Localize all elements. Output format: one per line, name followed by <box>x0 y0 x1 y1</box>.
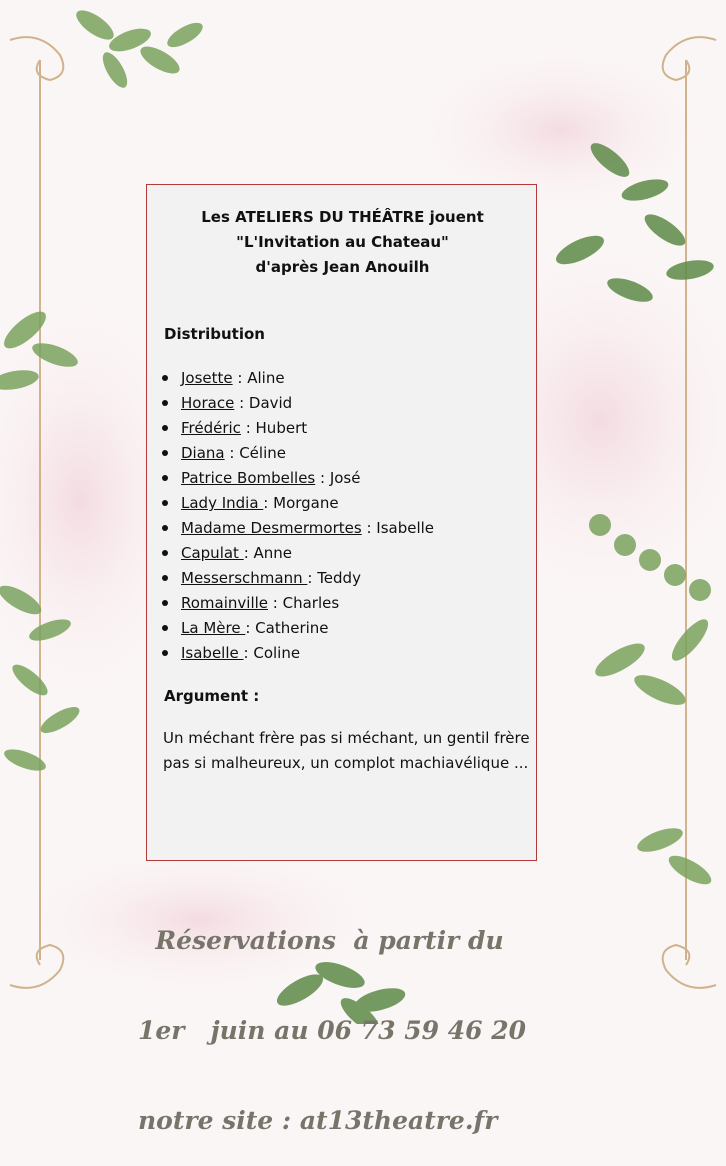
bullet-icon <box>162 375 168 381</box>
separator: : <box>307 569 318 587</box>
reservation-info <box>138 866 526 1166</box>
argument-text: Un méchant frère pas si méchant, un gentil frère pas si malheureux, un complot machiavélique ... <box>163 729 530 772</box>
actor-name: Hubert <box>255 419 308 437</box>
reservation-line: 1er juin au 06 73 59 46 20 <box>138 1016 527 1045</box>
bullet-icon <box>162 425 168 431</box>
separator: : <box>243 544 254 562</box>
leaf-sprig-top-left <box>72 5 207 91</box>
list-item <box>159 541 434 566</box>
role-name: La Mère <box>181 619 246 637</box>
actor-name: Teddy <box>317 569 361 587</box>
actor-name: Isabelle <box>376 519 435 537</box>
bullet-icon <box>162 625 168 631</box>
separator: : <box>361 519 377 537</box>
reservation-line: Réservations à partir du <box>138 926 504 955</box>
actor-name: José <box>329 469 361 487</box>
separator: : <box>268 594 283 612</box>
role-name: Diana <box>181 444 225 462</box>
role-name: Lady India <box>181 494 264 512</box>
actor-name: Aline <box>247 369 285 387</box>
list-item <box>159 491 434 516</box>
bullet-icon <box>162 650 168 656</box>
distribution-heading: Distribution <box>164 325 265 343</box>
role-name: Capulat <box>181 544 244 562</box>
list-item <box>159 516 434 541</box>
role-name: Messerschmann <box>181 569 308 587</box>
separator: : <box>245 619 256 637</box>
title-line: "L'Invitation au Chateau" <box>236 233 449 251</box>
list-item <box>159 616 434 641</box>
role-name: Romainville <box>181 594 269 612</box>
bullet-icon <box>162 500 168 506</box>
cast-list <box>159 366 434 666</box>
list-item <box>159 641 434 666</box>
bullet-icon <box>162 525 168 531</box>
bullet-icon <box>162 475 168 481</box>
actor-name: Céline <box>239 444 286 462</box>
role-name: Josette <box>181 369 233 387</box>
actor-name: David <box>248 394 293 412</box>
bullet-icon <box>162 550 168 556</box>
separator: : <box>240 419 256 437</box>
separator: : <box>315 469 330 487</box>
separator: : <box>234 394 249 412</box>
list-item <box>159 566 434 591</box>
list-item <box>159 391 434 416</box>
actor-name: Anne <box>253 544 293 562</box>
actor-name: Catherine <box>255 619 329 637</box>
separator: : <box>224 444 240 462</box>
separator: : <box>263 494 274 512</box>
website-line: notre site : at13theatre.fr <box>138 1106 498 1135</box>
bullet-icon <box>162 400 168 406</box>
separator: : <box>232 369 248 387</box>
list-item <box>159 441 434 466</box>
separator: : <box>243 644 254 662</box>
list-item <box>159 366 434 391</box>
program-card <box>146 184 537 861</box>
card-title <box>147 205 538 280</box>
bullet-icon <box>162 575 168 581</box>
role-name: Patrice Bombelles <box>181 469 316 487</box>
list-item <box>159 591 434 616</box>
role-name: Frédéric <box>181 419 241 437</box>
bullet-icon <box>162 600 168 606</box>
title-line: Les ATELIERS DU THÉÂTRE jouent <box>201 208 484 226</box>
role-name: Isabelle <box>181 644 244 662</box>
bullet-icon <box>162 450 168 456</box>
title-line: d'après Jean Anouilh <box>255 258 430 276</box>
role-name: Horace <box>181 394 235 412</box>
list-item <box>159 466 434 491</box>
argument-heading: Argument : <box>164 687 260 705</box>
actor-name: Coline <box>253 644 301 662</box>
list-item <box>159 416 434 441</box>
role-name: Madame Desmermortes <box>181 519 362 537</box>
actor-name: Morgane <box>273 494 339 512</box>
actor-name: Charles <box>282 594 340 612</box>
